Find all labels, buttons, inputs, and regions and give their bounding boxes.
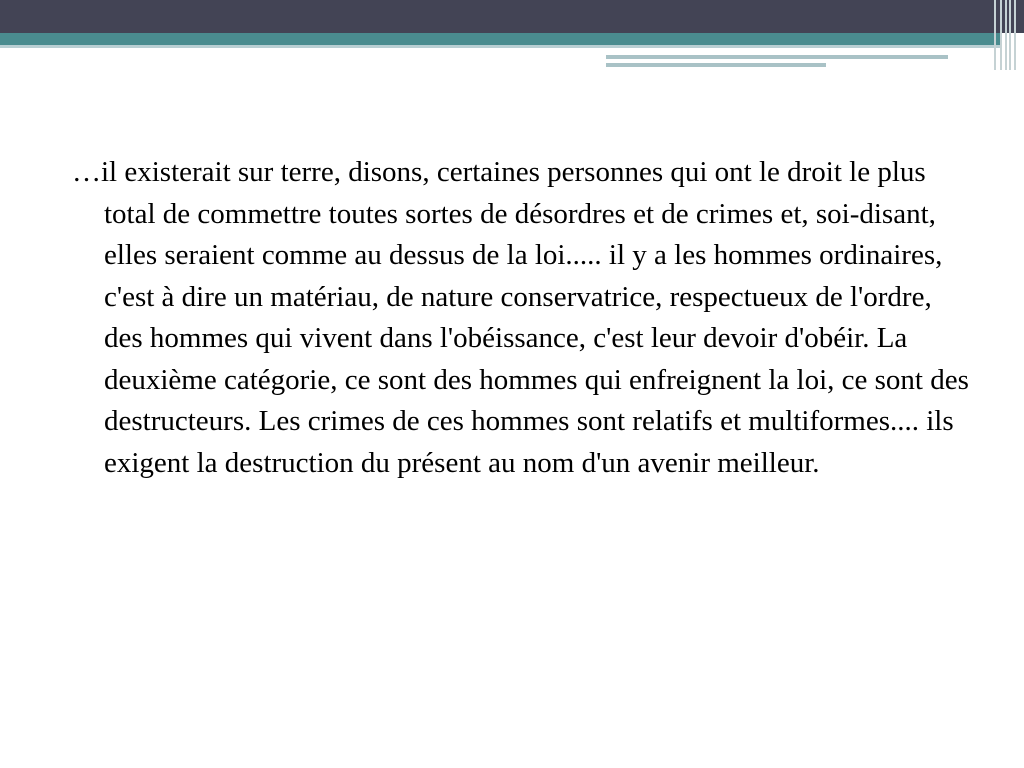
slide-body (72, 152, 972, 484)
stripe (1009, 0, 1011, 70)
stripe (1014, 0, 1016, 70)
teal-light-band (0, 45, 1000, 48)
quote-text: …il existerait sur terre, disons, certaines personnes qui ont le droit le plus total de commettre toutes sortes de désordres et de crimes et, soi-disant, elles seraient comme au dessus de la loi..... il y a les hommes ordinaires, c'est à dire un matériau, de nature conservatrice, respectueux de l'ordre, des hommes qui vivent dans l'obéissance, c'est leur devoir d'obéir. La deuxième catégorie, ce sont des hommes qui enfreignent la loi, ce sont des destructeurs. Les crimes de ces hommes sont relatifs et multiformes.... ils exigent la destruction du présent au nom d'un avenir meilleur. (72, 156, 969, 479)
accent-line-long (606, 55, 948, 59)
stripe (1005, 0, 1007, 70)
stripe (1000, 0, 1002, 70)
right-stripes-decoration (990, 0, 1024, 70)
header-bar (0, 0, 1024, 33)
accent-line-short (606, 63, 826, 67)
stripe (994, 0, 996, 70)
